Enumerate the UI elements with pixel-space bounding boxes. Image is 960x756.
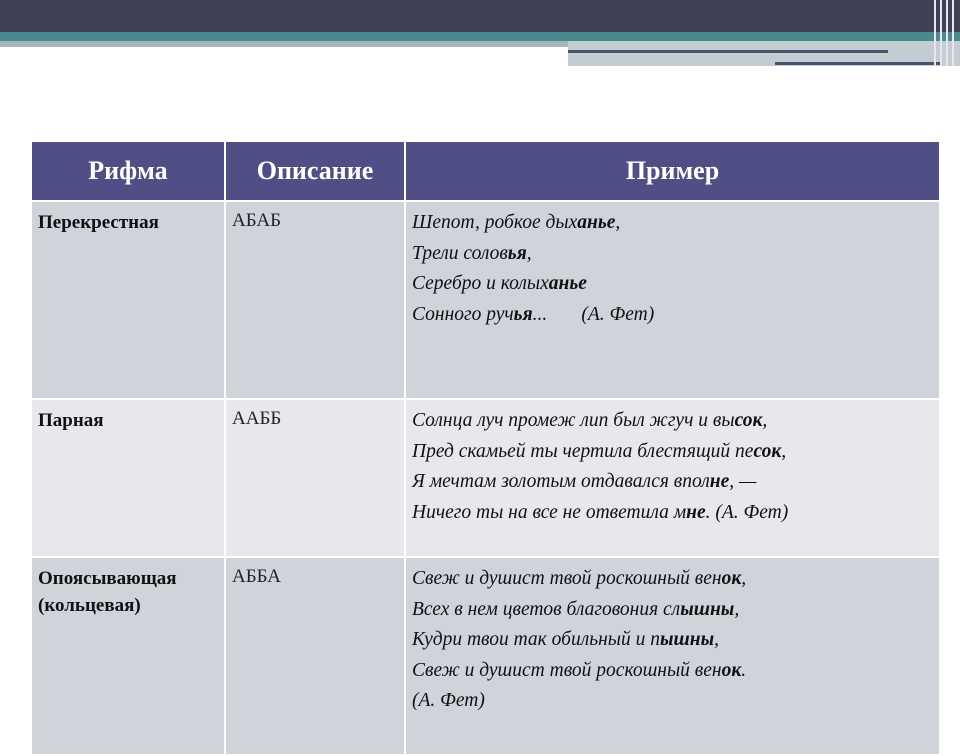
header-description: Описание [225, 141, 405, 201]
verse-line: Солнца луч промеж лип был жгуч и высок, [412, 410, 768, 431]
rhyme-scheme: АБАБ [225, 201, 405, 399]
verse-line: Ничего ты на все не ответила мне. (А. Фет) [412, 501, 789, 523]
header-accent-line [568, 50, 888, 53]
header-accent-line [775, 62, 940, 65]
rhyme-name: Перекрестная [31, 201, 225, 399]
table-row [31, 201, 940, 399]
rhyme-example [405, 399, 940, 557]
decorative-stripe [946, 0, 948, 66]
rhyme-scheme: ААББ [225, 399, 405, 557]
table-header-row [31, 141, 940, 201]
decorative-stripe [940, 0, 942, 66]
header-rhyme: Рифма [31, 141, 225, 201]
header-bar-dark [0, 0, 960, 32]
rhyme-name: Парная [31, 399, 225, 557]
verse-line: Серебро и колыханье [412, 273, 587, 294]
verse-line: Пред скамьей ты чертила блестящий песок, [412, 440, 787, 462]
verse-line: Кудри твои так обильный и пышны, [412, 629, 720, 650]
verse-line: Шепот, робкое дыханье, [412, 212, 621, 233]
verse-line: Свеж и душист твой роскошный венок, [412, 568, 747, 589]
verse-line: Трели соловья, [412, 242, 532, 264]
table-row [31, 557, 940, 755]
header-example: Пример [405, 141, 940, 201]
verse-line: (А. Фет) [412, 690, 485, 711]
verse-line: Сонного ручья... (А. Фет) [412, 303, 655, 325]
rhyme-example [405, 201, 940, 399]
rhyme-table [30, 140, 941, 756]
header-bar-teal [0, 32, 960, 41]
rhyme-scheme: АББА [225, 557, 405, 755]
verse-line: Свеж и душист твой роскошный венок. [412, 659, 747, 681]
decorative-stripe [934, 0, 936, 66]
verse-line: Всех в нем цветов благовония слышны, [412, 598, 740, 620]
table-row [31, 399, 940, 557]
decorative-stripe [952, 0, 954, 66]
header-bar-light [0, 41, 568, 47]
rhyme-name: Опоясывающая (кольцевая) [31, 557, 225, 755]
rhyme-example [405, 557, 940, 755]
verse-line: Я мечтам золотым отдавался вполне, — [412, 471, 757, 492]
